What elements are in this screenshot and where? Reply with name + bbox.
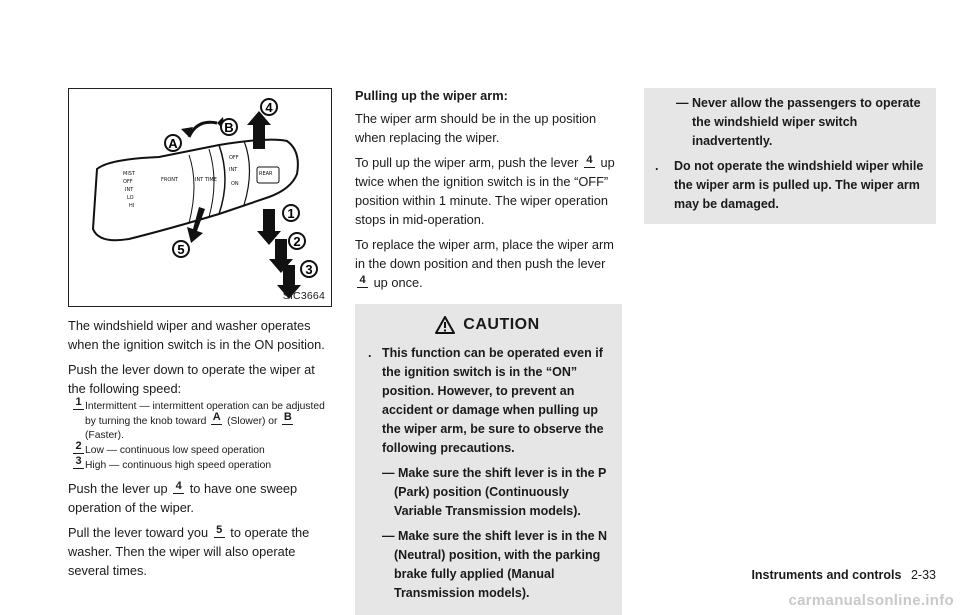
pull-up-paragraph [355, 153, 622, 229]
column-middle [355, 88, 622, 615]
mark-on: ON [231, 181, 239, 187]
caution-sub-3: — Never allow the passengers to operate the windshield wiper switch inadvertently. [676, 96, 921, 148]
warning-icon [435, 316, 455, 334]
section-heading: Pulling up the wiper arm: [355, 88, 508, 103]
push-down-paragraph: Push the lever down to operate the wiper at the following speed: [68, 362, 315, 396]
callout-b: B [224, 120, 234, 135]
badge-4: 4 [584, 155, 595, 166]
callout-4: 4 [265, 100, 273, 115]
callout-3: 3 [305, 262, 313, 277]
mark-mist: MIST [123, 171, 136, 177]
speed-text: Low — continuous low speed operation [85, 445, 265, 456]
speed-num: 1 [73, 397, 84, 408]
mark-rear: REAR [259, 171, 273, 177]
caution-bullet: . This function can be operated even if the ignition switch is in the “ON” position. However, to prevent an accident or damage when pulling up the wiper arm, be sure to observe the following precautions. [368, 346, 604, 455]
callout-2: 2 [293, 234, 301, 249]
mark-hi: HI [129, 203, 135, 209]
mark-int-2: INT [229, 167, 238, 173]
push-up-paragraph [68, 479, 334, 517]
intro-paragraph: The windshield wiper and washer operates when the ignition switch is in the ON position. [68, 318, 325, 352]
caution-header [365, 316, 610, 334]
page-number: 2-33 [910, 568, 936, 582]
replace-text: To replace the wiper arm, place the wiper arm in the down position and then push the lever [355, 237, 614, 271]
caution-bullet-2: . Do not operate the windshield wiper while the wiper arm is pulled up. The wiper arm may be damaged. [655, 159, 924, 211]
caution-continued-box [644, 88, 936, 224]
mark-int: INT [125, 187, 134, 193]
replace-paragraph [355, 235, 622, 292]
mark-lo: LO [127, 195, 134, 201]
speed-num: 3 [73, 456, 84, 467]
wiper-up-paragraph: The wiper arm should be in the up position when replacing the wiper. [355, 111, 597, 145]
badge-5: 5 [214, 525, 225, 536]
push-up-text: to have one sweep operation of the wiper. [68, 481, 298, 515]
mark-int-time: INT TIME [195, 177, 217, 183]
badge-4: 4 [173, 481, 184, 492]
callout-a: A [168, 136, 178, 151]
replace-text: up once. [373, 275, 423, 290]
watermark: carmanualsonline.info [788, 592, 954, 609]
speed-item-3 [68, 455, 334, 473]
callout-5: 5 [177, 242, 185, 257]
speed-item-1 [68, 396, 334, 443]
section-name: Instruments and controls [751, 568, 902, 582]
speed-list [68, 396, 334, 473]
speed-text: (Slower) or [227, 416, 278, 427]
mark-off-2: OFF [229, 155, 239, 161]
pull-up-text: To pull up the wiper arm, push the lever [355, 155, 579, 170]
pull-up-text: up twice when the ignition switch is in the “OFF” position within 1 minute. The wiper operation stops in mid-operation. [355, 155, 615, 227]
page-footer [751, 568, 936, 582]
speed-text: Intermittent — intermittent operation can be adjusted by turning the knob toward [85, 401, 325, 427]
column-right [644, 88, 936, 224]
caution-sub-2: — Make sure the shift lever is in the N (Neutral) position, with the parking brake fully applied (Manual Transmission models). [382, 529, 608, 600]
pull-paragraph [68, 523, 334, 580]
mark-front: FRONT [161, 177, 179, 183]
push-up-text: Push the lever up [68, 481, 168, 496]
wiper-lever-figure [68, 88, 332, 307]
speed-text: High — continuous high speed operation [85, 460, 272, 471]
wiper-lever-illustration [69, 89, 331, 306]
column-left [68, 88, 334, 580]
callout-1: 1 [287, 206, 295, 221]
pull-text: Pull the lever toward you [68, 525, 209, 540]
caution-bullet-text: This function can be operated even if the ignition switch is in the “ON” position. However, to prevent an accident or damage when pulling up the wiper arm, be sure to observe the following precautions. [382, 346, 604, 455]
figure-caption: SIC3664 [282, 290, 325, 302]
speed-item-2 [68, 440, 334, 458]
caution-box [355, 304, 622, 615]
caution-bullet-2-text: Do not operate the windshield wiper while the wiper arm is pulled up. The wiper arm may be damaged. [674, 159, 924, 211]
speed-text: (Faster). [85, 430, 124, 441]
badge-a: A [212, 411, 221, 423]
caution-sub-1: — Make sure the shift lever is in the P (Park) position (Continuously Variable Transmission models). [382, 466, 607, 518]
badge-b: B [283, 411, 292, 423]
speed-num: 2 [73, 441, 84, 452]
caution-title: CAUTION [463, 316, 540, 333]
mark-off: OFF [123, 179, 133, 185]
badge-4: 4 [357, 275, 368, 286]
pull-text: to operate the washer. Then the wiper will also operate several times. [68, 525, 310, 578]
